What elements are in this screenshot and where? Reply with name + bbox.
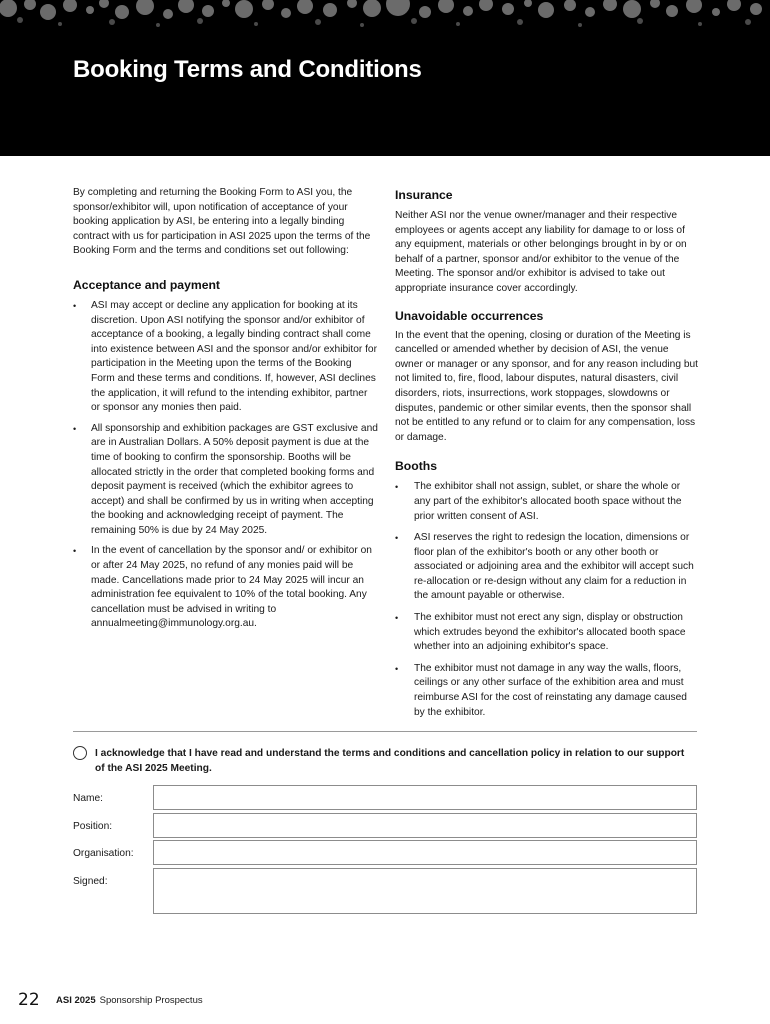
acceptance-heading: Acceptance and payment (73, 277, 220, 292)
unavoidable-heading: Unavoidable occurrences (395, 308, 544, 323)
left-column (73, 186, 378, 638)
footer-brand-name: ASI 2025 (56, 995, 96, 1006)
name-label: Name: (73, 793, 104, 804)
insurance-heading: Insurance (395, 188, 453, 202)
list-item: • The exhibitor must not erect any sign, display or obstruction which extrudes beyond the exhibitor's allocated booth space whether into an adjoining exhibitor's space. (395, 611, 698, 655)
page-header (0, 0, 770, 156)
right-column (395, 186, 698, 727)
position-field[interactable] (153, 813, 697, 838)
list-item: • The exhibitor must not damage in any way the walls, floors, ceilings or any other surface of the exhibition area and must reimburse ASI for the cost of reinstating any damage caused by the exhibitor. (395, 662, 698, 720)
list-item: • ASI may accept or decline any application for booking at its discretion. Upon ASI notifying the sponsor and/or exhibitor of acceptance of a booking, a legally binding contract shall come into existence between ASI and the sponsor and/or exhibitor for participation in the Meeting upon the terms of the Booking Form and these terms and conditions. If, however, ASI declines the application, it will refund to the intending exhibitor, partner or sponsor any monies then paid. (73, 299, 378, 416)
list-item: • All sponsorship and exhibition packages are GST exclusive and are in Australian Dollars. A 50% deposit payment is due at the time of booking to confirm the sponsorship. Booths will be allocated strictly in the order that completed booking forms and deposit payment is received (which the exhibitor agrees to accept) and shall be confirmed by us in writing when accepting the booking and acknowledging receipt of payment. The remaining 50% is due by 24 May 2025. (73, 422, 378, 539)
list-item: • ASI reserves the right to redesign the location, dimensions or floor plan of the exhibitor's booth or any other booth or associated or adjoining area and the exhibitor will accept such re-allocation or re-design without any claim for a reduction in the amount payable or otherwise. (395, 531, 698, 604)
booths-list (395, 480, 698, 720)
booths-heading: Booths (395, 459, 437, 474)
footer-doc-title: Sponsorship Prospectus (99, 995, 203, 1006)
intro-paragraph: By completing and returning the Booking Form to ASI you, the sponsor/exhibitor will, upon notification of acceptance of your booking application by ASI, be entering into a legally binding contract with us for participation in ASI 2025 upon the terms of the Booking Form and the terms and conditions set out following: (73, 187, 371, 257)
decorative-dot-pattern (0, 0, 770, 40)
page-number: 22 (18, 990, 40, 1010)
organisation-label: Organisation: (73, 848, 134, 859)
organisation-field[interactable] (153, 840, 697, 865)
acknowledge-radio[interactable] (73, 746, 87, 760)
list-item: • In the event of cancellation by the sponsor and/ or exhibitor on or after 24 May 2025, no refund of any monies paid will be made. Cancellations made prior to 24 May 2025 will incur an administration fee equivalent to 10% of the total booking. Any cancellation must be advised in writing to annualmeeting@immunology.org.au. (73, 544, 378, 632)
position-label: Position: (73, 821, 113, 832)
name-field[interactable] (153, 785, 697, 810)
acknowledgement-text: I acknowledge that I have read and understand the terms and conditions and cancellation policy in relation to our support of the ASI 2025 Meeting. (95, 748, 685, 774)
footer-brand (56, 995, 203, 1006)
insurance-paragraph: Neither ASI nor the venue owner/manager and their respective employees or agents accept any liability for damage to or loss of any equipment, materials or other belongings brought in by or on behalf of a partner, sponsor and/or exhibitor to the venue of the Meeting. The sponsor and/or exhibitor is advised to take out appropriate insurance cover accordingly. (395, 210, 687, 294)
signed-label: Signed: (73, 876, 108, 887)
section-divider (73, 731, 697, 732)
list-item: • The exhibitor shall not assign, sublet, or share the whole or any part of the exhibitor's allocated booth space without the prior written consent of ASI. (395, 480, 698, 524)
unavoidable-paragraph: In the event that the opening, closing or duration of the Meeting is cancelled or amended whether by decision of ASI, the venue owner or manager or any sponsor, and for any reason including but not limited to, fire, flood, labour disputes, natural disasters, civil disorders, riots, insurrections, work stoppages, slowdowns or disputes, pandemic or other similar events, then the sponsor shall not be entitled to any refund or to claim for any compensation, loss or damage. (395, 329, 698, 443)
signature-field[interactable] (153, 868, 697, 914)
page-title: Booking Terms and Conditions (73, 56, 422, 83)
acceptance-list (73, 299, 378, 632)
